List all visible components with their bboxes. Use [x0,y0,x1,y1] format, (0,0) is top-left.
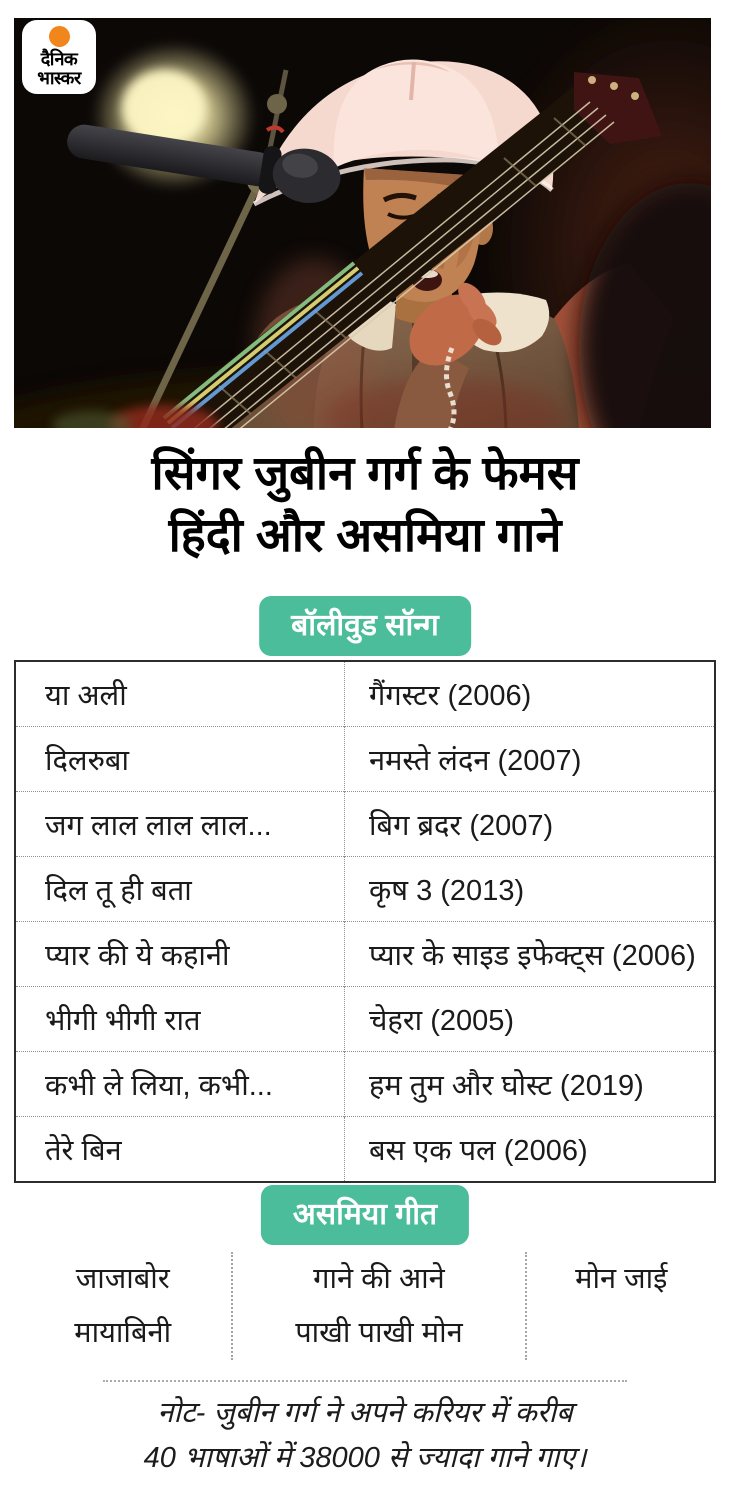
movie-name: नमस्ते लंदन (2007) [345,727,716,792]
song-name: कभी ले लिया, कभी... [15,1052,345,1117]
table-row [15,792,715,857]
movie-name: गैंगस्टर (2006) [369,679,532,712]
movie-name: चेहरा (2005) [345,987,716,1052]
singer-photo-illustration [14,18,711,428]
list-item: गाने की आने [313,1263,445,1295]
assamese-songs-badge: असमिया गीत [261,1185,469,1245]
list-item: मोन जाई [575,1263,668,1295]
song-name: दिलरुबा [15,727,345,792]
movie-name: बिग ब्रदर (2007) [345,792,716,857]
bollywood-songs-badge: बॉलीवुड सॉन्ग [259,596,471,656]
song-name: जग लाल लाल लाल... [15,792,345,857]
bollywood-songs-table [14,660,716,1183]
table-row [15,922,715,987]
table-row [15,1117,715,1183]
page-title [0,442,730,566]
logo-sun-icon [49,26,70,47]
table-row [15,1052,715,1117]
dainik-bhaskar-logo [22,20,96,94]
note-line1: नोट- जुबीन गर्ग ने अपने करियर में करीब [157,1397,573,1429]
song-name: दिल तू ही बता [15,857,345,922]
list-item: मायाबिनी [74,1317,172,1349]
assamese-column-1 [14,1252,231,1360]
logo-text-line1: दैनिक [40,49,78,69]
assamese-songs-list [14,1252,716,1360]
table-row [15,727,715,792]
title-line2: हिंदी और असमिया गाने [168,508,562,561]
list-item: जाजाबोर [75,1263,170,1295]
list-item: पाखी पाखी मोन [295,1317,463,1349]
song-name: तेरे बिन [15,1117,345,1183]
note-line2: 40 भाषाओं में 38000 से ज्यादा गाने गाए। [143,1442,587,1474]
assamese-column-2 [231,1252,524,1360]
song-name: या अली [15,661,345,727]
table-row [15,987,715,1052]
song-name: भीगी भीगी रात [15,987,345,1052]
movie-name: हम तुम और घोस्ट (2019) [345,1052,716,1117]
title-line1: सिंगर जुबीन गर्ग के फेमस [151,446,579,499]
movie-name: बस एक पल (2006) [345,1117,716,1183]
logo-text-line2: भास्कर [37,68,81,88]
note-divider [103,1380,627,1382]
song-name: प्यार की ये कहानी [15,922,345,987]
assamese-column-3 [525,1252,716,1360]
movie-name: प्यार के साइड इफेक्ट्स (2006) [345,922,716,987]
table-row [15,661,715,727]
singer-photo [14,18,711,428]
movie-name: कृष 3 (2013) [345,857,716,922]
footer-note [0,1391,730,1481]
table-row [15,857,715,922]
